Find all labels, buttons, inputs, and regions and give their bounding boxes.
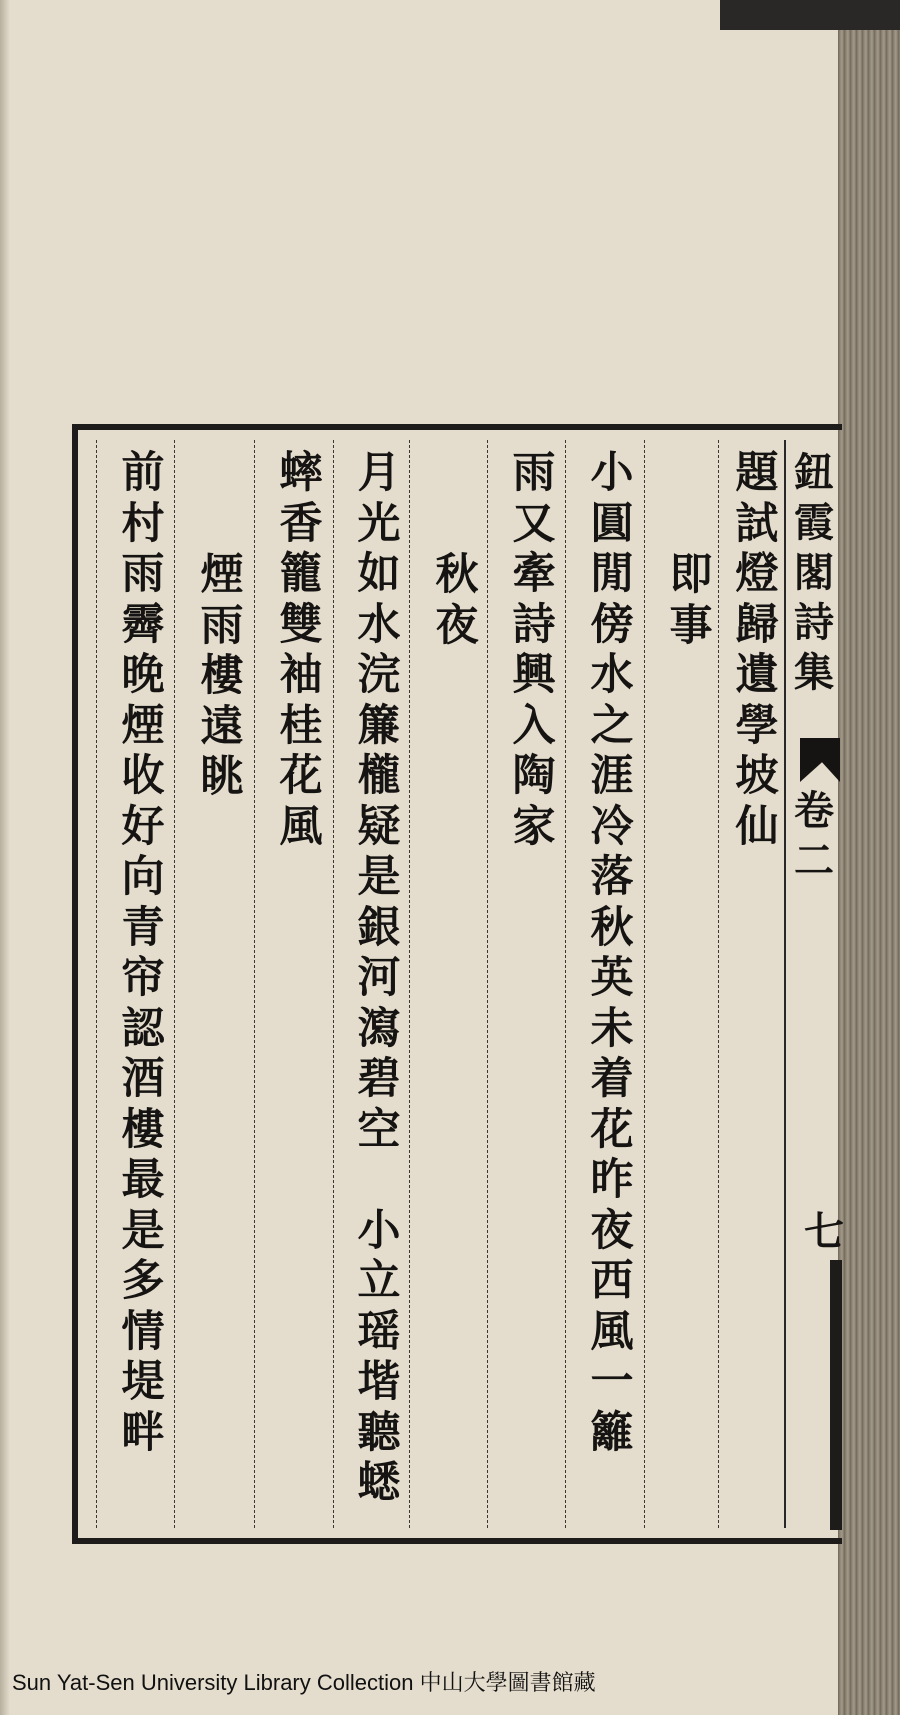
column-char: 入 — [512, 700, 556, 751]
column-char: 霽 — [121, 599, 165, 650]
column-char: 最 — [121, 1155, 165, 1205]
column-char: 認 — [121, 1003, 165, 1054]
column-char: 瑶 — [357, 1306, 401, 1357]
volume-char: 卷 — [794, 787, 834, 834]
poem-text-column — [507, 448, 561, 852]
column-char: 傍 — [590, 599, 634, 650]
column-char: 冷 — [590, 801, 634, 852]
column-char: 之 — [590, 700, 634, 751]
column-divider — [487, 440, 488, 1528]
column-char: 浣 — [357, 650, 401, 700]
gutter-crease — [0, 0, 10, 1715]
column-char: 小 — [357, 1205, 401, 1256]
book-fore-edge — [838, 30, 900, 1715]
column-char: 題 — [735, 448, 779, 498]
column-char: 碧 — [357, 1054, 401, 1104]
column-char: 立 — [357, 1256, 401, 1306]
column-divider — [254, 440, 255, 1528]
title-char: 詩 — [794, 599, 834, 646]
title-char: 閣 — [794, 549, 834, 596]
column-char: 河 — [357, 953, 401, 1003]
column-char: 試 — [735, 498, 779, 549]
column-char: 瀉 — [357, 1003, 401, 1054]
black-block-mark — [830, 1260, 842, 1530]
column-char: 陶 — [512, 751, 556, 801]
column-char: 桂 — [279, 700, 323, 751]
column-char: 煙 — [121, 700, 165, 751]
title-char: 集 — [794, 649, 834, 696]
column-char: 西 — [590, 1256, 634, 1306]
column-char: 坡 — [735, 751, 779, 801]
column-char: 帘 — [121, 953, 165, 1003]
column-char: 空 — [357, 1104, 401, 1155]
column-char: 香 — [279, 498, 323, 549]
column-char: 風 — [279, 801, 323, 852]
poem-title-column — [430, 550, 484, 651]
volume-label — [790, 786, 838, 886]
column-char: 袖 — [279, 650, 323, 700]
column-char: 疑 — [357, 801, 401, 852]
column-char: 情 — [121, 1306, 165, 1357]
poem-text-column — [274, 448, 328, 852]
column-char: 蟀 — [279, 448, 323, 498]
column-char: 是 — [357, 852, 401, 902]
top-shadow — [720, 0, 900, 30]
column-char: 涯 — [590, 751, 634, 801]
column-char: 落 — [590, 852, 634, 902]
column-char: 遺 — [735, 650, 779, 700]
column-char: 仙 — [735, 801, 779, 852]
column-char: 詩 — [512, 599, 556, 650]
column-char: 樓 — [121, 1104, 165, 1155]
column-char: 畔 — [121, 1407, 165, 1458]
poem-text-column — [352, 448, 406, 1509]
column-char: 酒 — [121, 1054, 165, 1104]
column-char: 蟋 — [357, 1458, 401, 1508]
column-char: 圓 — [590, 498, 634, 549]
column-char: 一 — [590, 1357, 634, 1407]
column-char: 雨 — [121, 549, 165, 599]
column-divider — [409, 440, 410, 1528]
poem-text-column — [116, 448, 170, 1458]
page-number: 七 — [804, 1208, 844, 1255]
collection-watermark: Sun Yat-Sen University Library Collection 中山大學圖書館藏 — [12, 1670, 596, 1695]
column-divider — [784, 440, 786, 1528]
column-char: 牽 — [512, 549, 556, 599]
column-char: 如 — [357, 549, 401, 599]
column-char: 堤 — [121, 1357, 165, 1407]
column-char: 英 — [590, 953, 634, 1003]
column-char: 着 — [590, 1054, 634, 1104]
column-char: 收 — [121, 751, 165, 801]
column-char: 籠 — [279, 549, 323, 599]
book-title-vertical — [790, 448, 838, 698]
column-char: 閒 — [590, 549, 634, 599]
column-char: 學 — [735, 700, 779, 751]
column-char: 花 — [279, 751, 323, 801]
column-char: 晚 — [121, 650, 165, 700]
column-char: 雨 — [200, 600, 244, 651]
column-char: 遠 — [200, 701, 244, 752]
column-char: 好 — [121, 801, 165, 852]
column-divider — [644, 440, 645, 1528]
column-char: 銀 — [357, 902, 401, 953]
volume-char: 二 — [794, 837, 834, 884]
column-char: 聽 — [357, 1407, 401, 1458]
column-divider — [96, 440, 97, 1528]
column-char: 燈 — [735, 549, 779, 599]
column-char: 昨 — [590, 1155, 634, 1205]
column-char: 多 — [121, 1256, 165, 1306]
column-char: 風 — [590, 1306, 634, 1357]
column-char: 眺 — [200, 752, 244, 802]
column-char: 雙 — [279, 599, 323, 650]
column-char: 簾 — [357, 700, 401, 751]
column-char: 向 — [121, 852, 165, 902]
column-char: 夜 — [435, 600, 479, 651]
column-char: 雨 — [512, 448, 556, 498]
column-divider — [174, 440, 175, 1528]
poem-title-column — [730, 448, 784, 852]
column-char: 秋 — [590, 902, 634, 953]
column-char: 村 — [121, 498, 165, 549]
column-char: 小 — [590, 448, 634, 498]
column-char: 未 — [590, 1003, 634, 1054]
column-char: 興 — [512, 650, 556, 700]
column-divider — [333, 440, 334, 1528]
column-char: 前 — [121, 448, 165, 498]
column-char: 樓 — [200, 651, 244, 701]
column-char: 煙 — [200, 550, 244, 600]
column-char: 堦 — [357, 1357, 401, 1407]
column-char: 青 — [121, 902, 165, 953]
column-char: 是 — [121, 1205, 165, 1256]
poem-title-column — [195, 550, 249, 803]
column-char: 櫳 — [357, 751, 401, 801]
column-divider — [718, 440, 719, 1528]
poem-title-column — [664, 550, 718, 651]
column-char: 事 — [669, 600, 713, 651]
column-char: 夜 — [590, 1205, 634, 1256]
column-char: 花 — [590, 1104, 634, 1155]
poem-text-column — [585, 448, 639, 1458]
column-char: 又 — [512, 498, 556, 549]
title-char: 鈕 — [794, 449, 834, 496]
column-char: 家 — [512, 801, 556, 852]
column-char: 秋 — [435, 550, 479, 600]
column-char: 月 — [357, 448, 401, 498]
column-char: 水 — [357, 599, 401, 650]
column-divider — [565, 440, 566, 1528]
column-char: 水 — [590, 650, 634, 700]
title-char: 霞 — [794, 499, 834, 546]
column-char: 歸 — [735, 599, 779, 650]
column-char: 光 — [357, 498, 401, 549]
column-char: 即 — [669, 550, 713, 600]
column-char: 籬 — [590, 1407, 634, 1458]
